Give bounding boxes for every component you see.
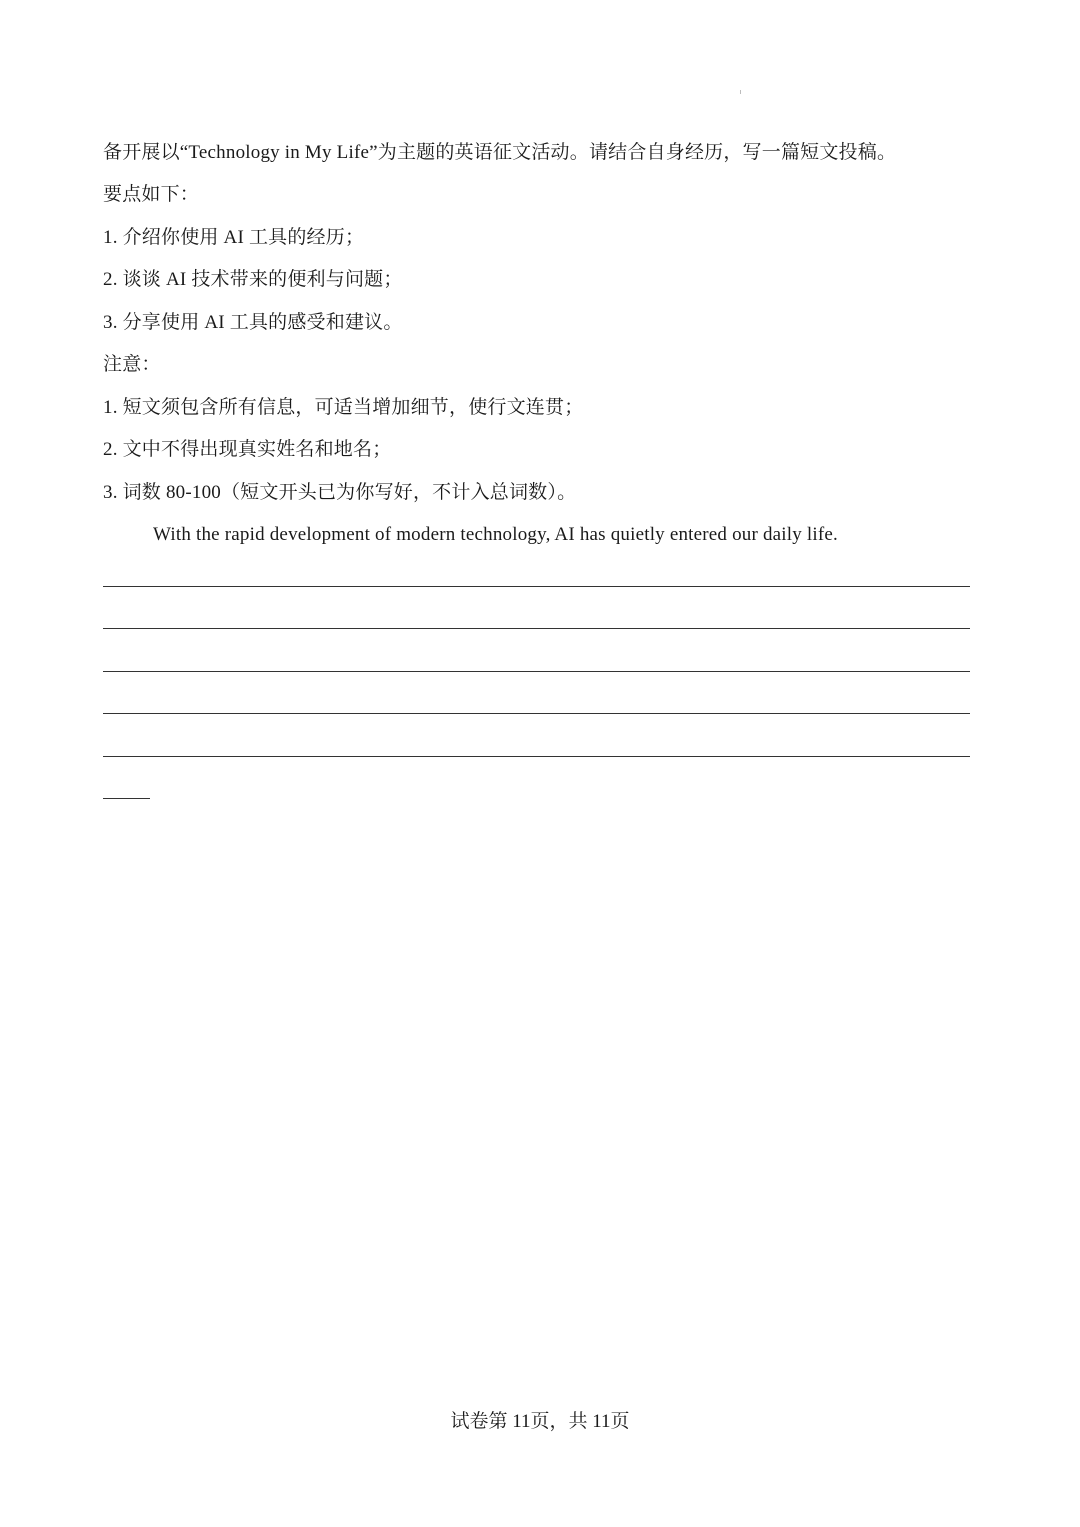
answer-line[interactable] [103, 628, 970, 629]
answer-line[interactable] [103, 713, 970, 714]
scan-speck [740, 90, 741, 94]
answer-line[interactable] [103, 586, 970, 587]
note-item: 1. 短文须包含所有信息，可适当增加细节，使行文连贯； [103, 397, 584, 418]
requirement-item: 1. 介绍你使用 AI 工具的经历； [103, 227, 365, 248]
answer-line-end[interactable] [103, 798, 150, 799]
page-footer: 试卷第 11页，共 11页 [450, 1411, 630, 1432]
requirement-item: 3. 分享使用 AI 工具的感受和建议。 [103, 312, 403, 333]
requirements-heading: 要点如下： [103, 184, 200, 205]
essay-opening-sentence: With the rapid development of modern technology, AI has quietly entered our daily life. [153, 524, 838, 545]
answer-line[interactable] [103, 756, 970, 757]
requirement-item: 2. 谈谈 AI 技术带来的便利与问题； [103, 269, 403, 290]
answer-line[interactable] [103, 671, 970, 672]
note-item: 2. 文中不得出现真实姓名和地名； [103, 439, 392, 460]
notes-heading: 注意： [103, 354, 161, 375]
note-item: 3. 词数 80-100（短文开头已为你写好，不计入总词数）。 [103, 482, 577, 503]
task-intro: 备开展以“Technology in My Life”为主题的英语征文活动。请结合自身经历，写一篇短文投稿。 [103, 142, 897, 163]
